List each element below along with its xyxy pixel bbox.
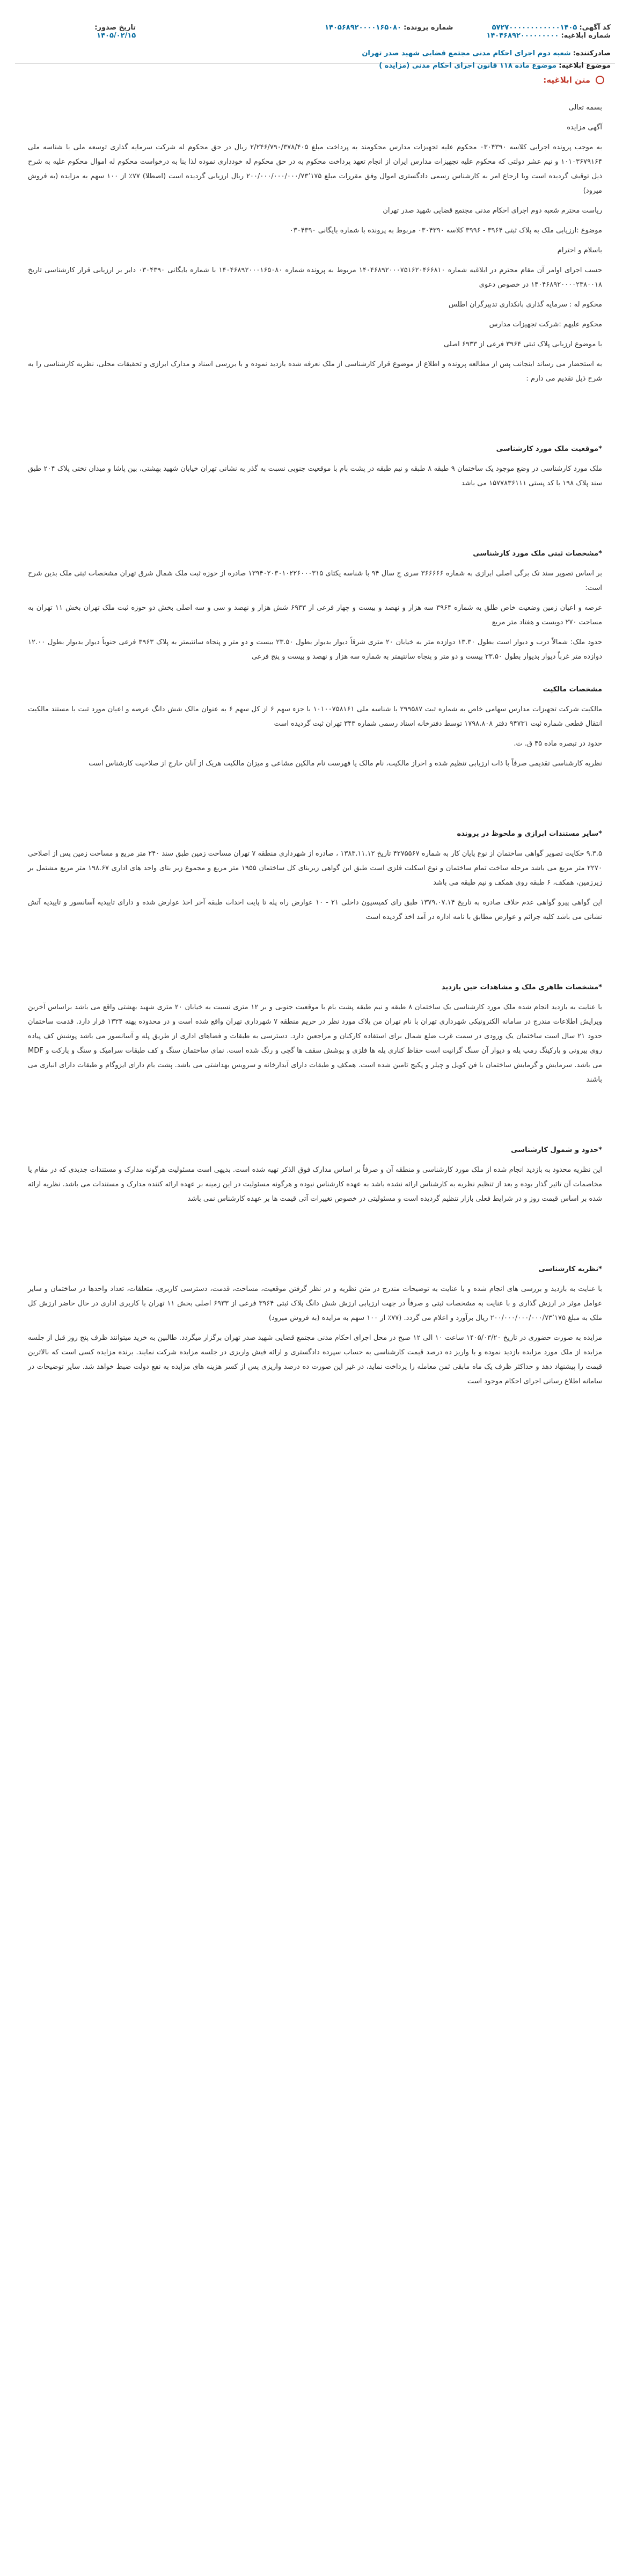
spacer — [28, 496, 602, 528]
notice-text — [15, 96, 615, 1415]
paragraph: عرصه و اعیان زمین وضعیت خاص طلق به شماره ۳۹۶۴ سه هزار و نهصد و بیست و چهار فرعی از ۶۹۳۳ شش هزار و نهصد و سی و سه اصلی بخش دو حوزه ثبت ملک تهران بخش ۱۱ تهران به مساحت ۲۷۰ دویست و هفتاد متر مربع — [28, 604, 602, 626]
paragraph: باسلام و احترام — [557, 246, 602, 254]
issuer-line: صادرکننده: شعبه دوم اجرای احکام مدنی مجتمع قضایی شهید صدر تهران — [362, 49, 611, 57]
paragraph: با عنایت به بازدید انجام شده ملک مورد کارشناسی یک ساختمان ۸ طبقه و نیم طبقه پشت بام با موقعیت جنوبی و بر ۱۲ متری نسبت به خیابان ۲۰ متری شهید بهشتی واقع می باشد براساس آخرین ویرایش اطلاعات مندرج در سامانه الکترونیکی شهرداری تهران با نام تهران من پلاک مورد نظر در حریم منطقه ۷ شهرداری تهران واقع شده است و در محدوده پهنه ۱۳۲۴ قرار دارد. قدمت ساختمان حدود ۲۱ سال است ساختمان یک ورودی در سمت غرب ضلع شمال برای استفاده کارکنان و مراجعین دارد. دسترسی به طبقات و فضاهای اداری از طریق پله و آسانسور می باشد پوشش کف پیاده روی بیرونی و پارکینگ رمپ پله و دیوار آن سنگ گرانیت است حفاظ کناری پله ها فلزی و پوشش سقف ها گچی و رنگ شده است. نمای ساختمان سنگ و کف طبقات سرامیک و سنگ و پارکت و MDF می باشد. سرمایش و گرمایش ساختمان با فن کویل و چیلر و پکیج تامین شده است. همکف و طبقات دارای آبدارخانه و سرویس بهداشتی می باشد. پشت بام دارای ایزوگام و طبقات دارای انباری می باشند — [28, 1003, 602, 1084]
header-meta-right — [19, 24, 136, 40]
spacer — [28, 1212, 602, 1244]
paragraph: ۹.۳.۵ حکایت تصویر گواهی ساختمان از نوع پایان کار به شماره ۴۲۷۵۵۶۷ تاریخ ۱۳۸۳.۱۱.۱۲ ، صادره از شهرداری منطقه ۷ تهران مساحت زمین طبق سند ۲۴۰ متر مربع و مساحت زمین پس از اصلاحی ۲۲۷۰ متر مربع می باشد مرحله ساخت تمام ساختمان و نوع اسکلت فلزی است طبق این گواهی زیربنای کل ساختمان ۱۹۵۵ متر مربع و مجموع زیر بنای واحد های اداری ۱۹۸.۶۷ متر مربع مشتمل بر زیرزمین، همکف، ۶ طبقه روی همکف و نیم طبقه می باشد — [28, 850, 602, 887]
paragraph: محکوم علیهم :شرکت تجهیزات مدارس — [489, 320, 602, 329]
paragraph: مزایده به صورت حضوری در تاریخ ۱۴۰۵/۰۳/۲۰ ساعت ۱۰ الی ۱۲ صبح در محل اجرای احکام مدنی مجتمع قضایی شهید صدر تهران برگزار میگردد. طالبین به خرید میتوانند ظرف پنج روز قبل از جلسه مزایده از ملک مورد مزایده بازدید نموده و با واریز ده درصد قیمت کارشناسی به حساب سپرده دادگستری و ارائه فیش واریزی در جلسه مزایده شرکت نمایند. برنده مزایده کسی است که بالاترین قیمت را پیشنهاد دهد و حداکثر ظرف یک ماه مابقی ثمن معامله را پرداخت نماید، در غیر این صورت ده درصد واریزی پس از کسر هزینه های مزایده به نفع دولت ضبط خواهد شد. سایر توضیحات در سامانه اطلاع رسانی اجرای احکام موجود است — [28, 1334, 603, 1385]
paragraph: حدود در تبصره ماده ۴۵ ق. ث. — [514, 740, 602, 748]
paragraph: این گواهی پیرو گواهی عدم خلاف صادره به تاریخ ۱۳۷۹.۰۷.۱۴ طبق رای کمیسیون داخلی ۲۱ - ۱۰ عوارض راه پله تا پایت احداث طبقه آخر اخذ عوارض شده و دارای تاییدیه آسانسور و تاییدیه آتش نشانی می باشد کلیه جرائم و عوارض مطابق با نامه اداره در آمد اخذ گردیده است — [28, 899, 602, 921]
paragraph: نظریه کارشناسی تقدیمی صرفاً با ذات ارزیابی تنظیم شده و احراز مالکیت، نام مالک یا فهرست نام مالکین مشاعی و میزان مالکیت هریک از آنان خارج از صلاحیت کارشناس است — [89, 760, 602, 768]
notice-body — [15, 64, 615, 1415]
section-heading: *موقعیت ملک مورد کارشناسی — [496, 445, 602, 453]
header-meta-row — [19, 0, 611, 40]
paragraph: حسب اجرای اوامر آن مقام محترم در ابلاغیه شماره ۱۴۰۴۶۸۹۲۰۰۰۷۵۱۶۲۰۴۶۶۸۱۰ مربوط به پرونده شماره ۱۴۰۴۶۸۹۲۰۰۰۱۶۵۰۸۰ با شماره بایگانی ۰۳۰۴۳۹۰ دایر بر ارزیابی قرار کارشناسی تاریخ ۱۴۰۴۶۸۹۲۰۰۰۰۲۳۸۰۰۱۸ در خصوص دعوی — [28, 266, 602, 289]
file-number: شماره پرونده: ۱۴۰۵۶۸۹۲۰۰۰۰۱۶۵۰۸۰ — [325, 24, 453, 32]
spacer — [28, 391, 602, 424]
notice-number: شماره ابلاغیه: ۱۴۰۴۶۸۹۲۰۰۰۰۰۰۰۰۰ — [486, 32, 611, 40]
bullet-icon — [596, 76, 604, 84]
paragraph: ریاست محترم شعبه دوم اجرای احکام مدنی مجتمع قضایی شهید صدر تهران — [383, 207, 602, 215]
paragraph: آگهی مزایده — [567, 123, 602, 132]
section-heading: *حدود و شمول کارشناسی — [511, 1146, 602, 1154]
paragraph: حدود ملک: شمالاً درب و دیوار است بطول ۱۳.۳۰ دوازده متر به خیابان ۲۰ متری شرقاً دیوار بدیوار بطول ۲۳.۵۰ بیست و دو متر و پنجاه سانتیمتر به پلاک ۳۹۶۳ فرعی جنوباً دیوار بدیوار بطول ۱۲.۰۰ دوازده متر غرباً دیوار بدیوار بطول ۲۳.۵۰ بیست و دو متر و پنجاه سانتیمتر به شماره سه هزار و نهصد و بیست و پنج فرعی — [28, 638, 603, 661]
section-heading: *مشخصات ظاهری ملک و مشاهدات حین بازدید — [441, 983, 602, 991]
paragraph: به استحضار می رساند اینجانب پس از مطالعه پرونده و اطلاع از موضوع قرار کارشناسی از ملک نعرفه شده بازدید نموده و با بررسی اسناد و مدارک ابرازی و تحقیقات محلی، نظریه کارشناسی را به شرح ذیل تقدیم می دارم : — [28, 360, 602, 383]
paragraph: به موجب پرونده اجرایی کلاسه ۰۳۰۴۳۹۰ محکوم علیه تجهیزات مدارس محکومند به پرداخت مبلغ ۲/۲۴۶/۷۹۰/۳۷۸/۴۰۵ ریال در حق محکوم له شرکت سرمایه گذاری توسعه ملی با شناسه ملی ۱۰۱۰۳۶۷۹۱۶۴ و نیم عشر دولتی که محکوم علیه تجهیزات مدارس ایران از انجام تعهد پرداخت محکوم به در حق محکوم له خودداری نموده لذا بنا به درخواست محکوم له اموال محکوم علیه به شرح ذیل توقیف گردیده است وبا ارجاع امر به کارشناس رسمی دادگستری اموال وفق مقررات مبلغ ۲۰۰/۰۰۰/۰۰۰/۰۰۰/۷۳٬۱۷۵ ریال ارزیابی گردیده است (اصطلا) ۷۷٪ از ۱۰۰ سهم به مزایده (به فروش میرود) — [28, 143, 603, 195]
paragraph: مالکیت شرکت تجهیزات مدارس سهامی خاص به شماره ثبت ۲۹۹۵۸۷ با شناسه ملی ۱۰۱۰۰۷۵۸۱۶۱ با جزء سهم ۶ از کل سهم ۶ به عنوان مالک شش دانگ عرصه و اعیان مورد ثبت با مستند مالکیت انتقال قطعی شماره ثبت ۹۴۷۳۱ دفتر ۱۷۹۸.۸۰۸ توسط دفترخانه اسناد رسمی شماره ۳۴۳ تهران ثبت گردیده است — [28, 705, 602, 728]
section-heading: *نظریه کارشناسی — [538, 1265, 602, 1273]
issue-date: تاریخ صدور: ۱۴۰۵/۰۲/۱۵ — [94, 24, 136, 40]
paragraph: این نظریه محدود به بازدید انجام شده از ملک مورد کارشناسی و منطقه آن و صرفاً بر اساس مدارک فوق الذکر تهیه شده است. بدیهی است مسئولیت هرگونه مدارک و مستندات جدیدی که در مقام یا مخاصمات آن تاثیر گذار بوده و بعد از تنظیم نظریه به کارشناس ارائه نشده باشد به عهده کارشناس نبوده و هرگونه مسئولیت در این زمینه بر عهده ارائه کننده مدارک و مستندات می باشد. نظریه ارائه شده بر اساس قیمت روز و در شرایط فعلی بازار تنظیم گردیده است و مسئولیتی در خصوص تغییرات آتی قیمت ها بر عهده کارشناس نمی باشد — [28, 1166, 602, 1203]
paragraph: ملک مورد کارشناسی در وضع موجود یک ساختمان ۹ طبقه ۸ طبقه و نیم طبقه در پشت بام با موقعیت جنوبی نسبت به گذر به نشانی تهران خیابان شهید بهشتی، بین پاشا و میدان تختی پلاک ۲۰۴ طبق سند پلاک ۱۹۸ با کد پستی ۱۵۷۷۸۳۶۱۱۱ می باشد — [28, 465, 602, 487]
spacer — [28, 930, 602, 962]
header-meta-left — [136, 24, 611, 40]
paragraph: با موضوع ارزیابی پلاک ثبتی ۳۹۶۴ فرعی از ۶۹۳۳ اصلی — [443, 340, 602, 348]
paragraph: موضوع :ارزیابی ملک به پلاک ثبتی ۳۹۶۴ - ۳۹۹۶ کلاسه ۰۳۰۴۳۹۰ مربوط به پرونده با شماره بایگانی ۰۳۰۴۳۹۰ — [289, 227, 602, 235]
paragraph: بسمه تعالی — [568, 104, 602, 112]
paragraph: بر اساس تصویر سند تک برگی اصلی ابرازی به شماره ۳۶۶۶۶۶ سری ج سال ۹۴ با شناسه یکتای ۱۳۹۴۰۲۰۳۰۱۰۲۲۶۰۰۰۳۱۵ صادره از حوزه ثبت ملک شمال شرق تهران مشخصات ثبتی ملک بدین شرح است: — [28, 570, 603, 592]
section-heading: مشخصات مالکیت — [543, 685, 602, 694]
spacer — [28, 776, 602, 808]
paragraph: با عنایت به بازدید و بررسی های انجام شده و با عنایت به توضیحات مندرج در متن نظریه و در نظر گرفتن موقعیت، مساحت، قدمت، دسترسی کاربری، متعلقات، تعداد واحدها در ساختمان و سایر عوامل موثر در ارزش گذاری و با عنایت به مشخصات ثبتی و صرفاً در جهت ارزیابی ارزش شش دانگ پلاک ثبتی ۳۹۶۴ فرعی از ۶۹۳۳ اصلی بخش ۱۱ تهران با کاربری اداری در حال حاضر ارزش کل ملک به مبلغ ۲۰۰/۰۰۰/۰۰۰/۰۰۰/۷۳٬۱۷۵ ریال برآورد و اعلام می گردد. (۷۷٪ از ۱۰۰ سهم به مزایده (به فروش میرود) — [28, 1285, 602, 1322]
paragraph: محکوم له : سرمایه گذاری بانکداری تدبیرگران اطلس — [449, 301, 602, 309]
notice-header — [0, 0, 630, 70]
section-heading: *مشخصات ثبتی ملک مورد کارشناسی — [473, 550, 602, 558]
section-heading: *سایر مستندات ابرازی و ملحوظ در پرونده — [457, 830, 602, 838]
ad-code: کد آگهی: ۵۷۲۷۰۰۰۰۰۰۰۰۰۰۰۰۱۴۰۵ — [492, 24, 611, 32]
subject-line: موضوع ابلاغیه: موضوع ماده ۱۱۸ قانون اجرای احکام مدنی (مزایده ) — [379, 62, 611, 70]
section-title-label: متن ابلاغیه: — [543, 75, 590, 85]
spacer — [28, 1092, 602, 1125]
